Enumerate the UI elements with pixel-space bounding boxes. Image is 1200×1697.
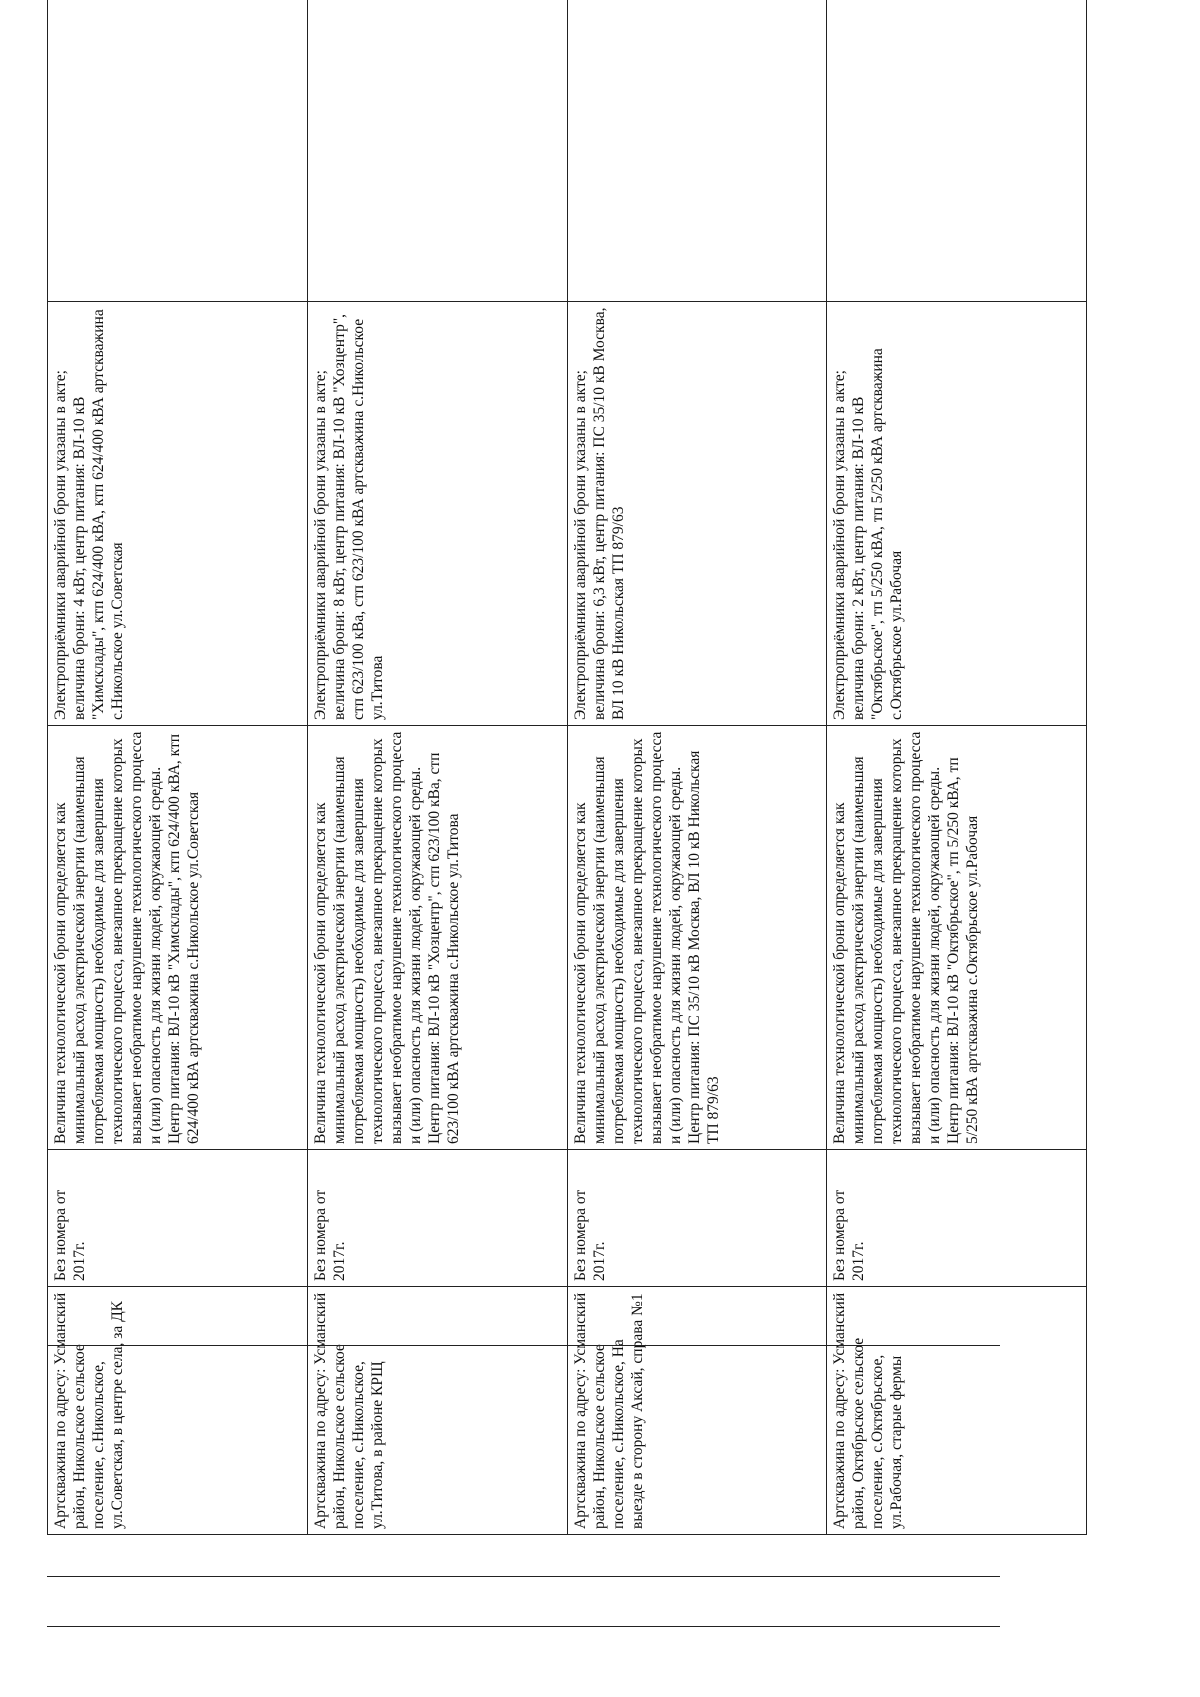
divider-line <box>47 1576 1000 1577</box>
tech-reserve-cell: Величина технологической брони определяется как минимальный расход электрической энергии (наименьшая потребляемая мощность) необходимые для завершения технологического процесса, внезапное прекращение которых вызывает необратимое нарушение технологического процесса и (или) опасность для жизни людей, окружающей среды. Центр питания: ВЛ-10 кВ "Хозцентр", стп 623/100 кВа, стп 623/100 кВА артскважина с.Никольское ул.Титова <box>307 726 567 1150</box>
address-cell: Артскважина по адресу: Усманский район, Никольское сельское поселение, с.Никольское, На выезде в сторону Аксай, справа №1 <box>567 1287 827 1535</box>
emergency-reserve-cell: Электроприёмники аварийной брони указаны в акте; величина брони: 2 кВт, центр питания: ВЛ-10 кВ "Октябрьское", тп 5/250 кВА, тп 5/250 кВА артскважина с.Октябрьское ул.Рабочая <box>827 302 1087 726</box>
tech-reserve-cell: Величина технологической брони определяется как минимальный расход электрической энергии (наименьшая потребляемая мощность) необходимые для завершения технологического процесса, внезапное прекращение которых вызывает необратимое нарушение технологического процесса и (или) опасность для жизни людей, окружающей среды. Центр питания: ПС 35/10 кВ Москва, ВЛ 10 кВ Никольская ТП 879/63 <box>567 726 827 1150</box>
address-cell: Артскважина по адресу: Усманский район, Октябрьское сельское поселение, с.Октябрьское, ул.Рабочая, старые фермы <box>827 1287 1087 1535</box>
emergency-reserve-cell: Электроприёмники аварийной брони указаны в акте; величина брони: 4 кВт, центр питания: ВЛ-10 кВ "Химсклады", ктп 624/400 кВА, ктп 624/400 кВА артскважина с.Никольское ул.Советская <box>48 302 308 726</box>
act-cell: Без номера от 2017г. <box>827 1150 1087 1287</box>
divider-line <box>47 1626 1000 1627</box>
act-cell: Без номера от 2017г. <box>307 1150 567 1287</box>
tech-reserve-cell: Величина технологической брони определяется как минимальный расход электрической энергии (наименьшая потребляемая мощность) необходимые для завершения технологического процесса, внезапное прекращение которых вызывает необратимое нарушение технологического процесса и (или) опасность для жизни людей, окружающей среды. Центр питания: ВЛ-10 кВ "Октябрьское", тп 5/250 кВА, тп 5/250 кВА артскважина с.Октябрьское ул.Рабочая <box>827 726 1087 1150</box>
act-cell: Без номера от 2017г. <box>567 1150 827 1287</box>
table-row <box>567 0 827 1535</box>
tech-reserve-cell: Величина технологической брони определяется как минимальный расход электрической энергии (наименьшая потребляемая мощность) необходимые для завершения технологического процесса, внезапное прекращение которых вызывает необратимое нарушение технологического процесса и (или) опасность для жизни людей, окружающей среды. Центр питания: ВЛ-10 кВ "Химсклады", ктп 624/400 кВА, ктп 624/400 кВА артскважина с.Никольское ул.Советская <box>48 726 308 1150</box>
empty-cell <box>48 0 308 302</box>
table-row <box>827 0 1087 1535</box>
address-cell: Артскважина по адресу: Усманский район, Никольское сельское поселение, с.Никольское, ул.Советская, в центре села, за ДК <box>48 1287 308 1535</box>
reserve-table <box>47 0 1087 1535</box>
empty-cell <box>307 0 567 302</box>
rotated-table-container <box>47 50 1087 1535</box>
act-cell: Без номера от 2017г. <box>48 1150 308 1287</box>
table-row <box>48 0 308 1535</box>
empty-cell <box>827 0 1087 302</box>
empty-cell <box>567 0 827 302</box>
table-row <box>307 0 567 1535</box>
divider-line <box>47 1345 1000 1346</box>
emergency-reserve-cell: Электроприёмники аварийной брони указаны в акте; величина брони: 6,3 кВт, центр питания: ПС 35/10 кВ Москва, ВЛ 10 кВ Никольская ТП 879/63 <box>567 302 827 726</box>
emergency-reserve-cell: Электроприёмники аварийной брони указаны в акте; величина брони: 8 кВт, центр питания: ВЛ-10 кВ "Хозцентр", стп 623/100 кВа, стп 623/100 кВА артскважина с.Никольское ул.Титова <box>307 302 567 726</box>
address-cell: Артскважина по адресу: Усманский район, Никольское сельское поселение, с.Никольское, ул.Титова, в районе КРЩ <box>307 1287 567 1535</box>
